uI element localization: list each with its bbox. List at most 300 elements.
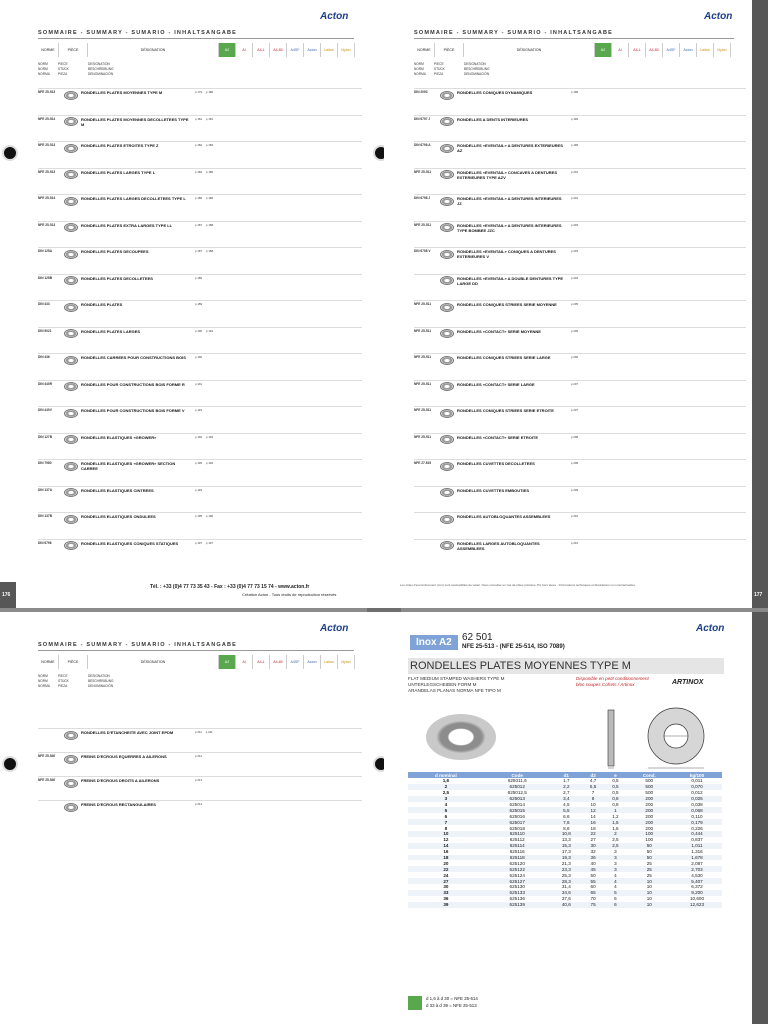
brand-logo: Acton <box>320 11 349 22</box>
designation-sub: DESIGNATION BESCHREIBUNG DENOMINACIÓN <box>464 62 490 76</box>
row-divider <box>414 194 746 195</box>
col-designation: DÉSIGNATION <box>88 43 219 57</box>
row-divider <box>414 433 746 434</box>
washer-icon <box>61 143 81 153</box>
list-item[interactable] <box>38 461 213 471</box>
item-norm: DIN 6798 J <box>414 196 431 200</box>
product-page-62501 <box>384 612 768 1024</box>
table-cell: 25 <box>646 872 652 878</box>
item-page-ref[interactable]: p 203 <box>571 222 578 227</box>
table-cell: 28,3 <box>551 878 582 884</box>
item-norm: NFE 27-619 <box>414 461 432 465</box>
item-title: RONDELLES LARGES AUTOBLOQUANTES ASSEMBLEES <box>457 540 540 551</box>
column-header <box>414 43 731 57</box>
item-page-ref[interactable]: p 180 <box>206 90 213 94</box>
item-designation <box>81 329 191 339</box>
item-designation <box>81 143 191 153</box>
col-acton: Acton <box>304 43 321 57</box>
list-item[interactable] <box>414 276 582 286</box>
item-title: RONDELLES ELASTIQUES «GROWER» <box>81 434 157 440</box>
item-page-ref[interactable]: p 186 <box>206 196 213 200</box>
item-norm: NFE 25-511 <box>414 328 432 333</box>
item-designation <box>457 90 567 100</box>
item-page-ref[interactable]: p 211 <box>205 730 213 734</box>
piece-sub: PIECE STÜCK PIEZA <box>58 674 69 688</box>
table-cell: 3 <box>614 860 617 866</box>
washer-icon <box>437 541 457 551</box>
item-page-ref[interactable]: p 189 <box>195 302 202 306</box>
list-item[interactable] <box>38 143 213 153</box>
item-designation <box>81 408 191 418</box>
item-page-ref[interactable]: p 198 <box>571 90 578 94</box>
list-item[interactable] <box>38 90 213 100</box>
table-cell: 16 <box>582 819 604 825</box>
col-a4sf: A4SF <box>287 43 304 57</box>
item-designation <box>457 196 567 206</box>
item-title: FREINS D'ECROUS EQUERRES A AILERONS <box>81 754 167 759</box>
table-cell: 500 <box>645 790 654 796</box>
col-a4l: A4-L <box>253 43 270 57</box>
item-page-ref[interactable]: p 193 <box>206 434 213 439</box>
item-title: FREINS D'ECROUS RECTANGULAIRES <box>81 802 156 807</box>
item-title: RONDELLES ELASTIQUES «GROWER» SECTION CARREE <box>81 461 176 471</box>
item-page-ref[interactable]: p 201 <box>571 196 578 200</box>
item-norm: NFE 25-511 <box>414 169 432 174</box>
row-divider <box>38 168 362 169</box>
washer-icon <box>61 435 81 445</box>
table-cell: 0,8 <box>604 796 626 802</box>
row-divider <box>414 459 746 460</box>
table-cell: 625118 <box>484 855 551 861</box>
item-page-ref[interactable]: p 207 <box>571 408 578 412</box>
item-page-ref[interactable]: p 199 <box>571 143 578 147</box>
table-cell: 1,316 <box>691 849 703 855</box>
item-page-ref[interactable]: p 196 <box>206 514 213 518</box>
table-row <box>408 902 722 908</box>
washer-icon <box>61 461 81 471</box>
material-tag: Inox A2 <box>410 635 458 650</box>
item-page-ref[interactable]: p 212 <box>195 754 202 758</box>
list-item[interactable] <box>414 329 582 339</box>
col-a480: A4-80 <box>646 43 663 57</box>
item-title: FREINS D'ECROUS DROITS A AILERONS <box>81 778 160 783</box>
item-page-ref[interactable]: p 190 <box>195 328 202 333</box>
item-page-ref[interactable]: p 188 <box>206 249 213 253</box>
col-piece: PIÈCE <box>59 655 88 669</box>
table-cell: 0,8 <box>612 802 619 807</box>
table-cell: 0,038 <box>691 802 703 807</box>
table-cell: 6 <box>604 902 626 908</box>
table-cell: 5 <box>604 890 626 896</box>
item-page-ref[interactable]: p 195 <box>195 514 202 518</box>
table-cell: 3 <box>604 866 626 872</box>
table-cell: 625017 <box>484 819 551 825</box>
item-title: RONDELLES PLATES LARGES <box>81 328 141 334</box>
list-item[interactable] <box>38 302 206 312</box>
table-cell: 0,179 <box>672 819 722 825</box>
item-designation <box>457 541 567 551</box>
washer-icon <box>437 117 457 127</box>
table-cell: 55 <box>582 878 604 884</box>
table-cell: 200 <box>627 796 672 802</box>
table-cell: 4 <box>614 884 617 890</box>
list-item[interactable] <box>38 223 213 233</box>
item-page-ref[interactable]: p 188 <box>206 222 213 227</box>
washer-icon <box>437 488 457 498</box>
item-page-ref[interactable]: p 185 <box>206 169 213 174</box>
table-cell: 625127 <box>484 878 551 884</box>
product-title: RONDELLES PLATES MOYENNES TYPE M <box>408 658 724 674</box>
item-page-ref[interactable]: p 211 <box>195 730 202 734</box>
list-item[interactable] <box>414 117 582 127</box>
item-designation <box>81 90 191 100</box>
list-item[interactable] <box>414 196 582 206</box>
table-cell: 27 <box>408 878 484 884</box>
col-norme: NORME <box>38 43 59 57</box>
col-inox-a2: A2 <box>219 43 236 57</box>
row-divider <box>414 115 746 116</box>
item-designation <box>81 249 191 259</box>
col-laiton: Laiton <box>321 43 338 57</box>
table-cell: 3 <box>408 796 484 802</box>
item-page-ref[interactable]: p 197 <box>206 540 213 545</box>
washer-icon <box>437 302 457 312</box>
list-item[interactable] <box>414 408 582 418</box>
item-page-ref[interactable]: p 189 <box>195 275 202 280</box>
item-page-ref[interactable]: p 204 <box>571 275 578 280</box>
table-cell: 25 <box>627 866 672 872</box>
technical-drawing <box>606 704 720 772</box>
washer-icon <box>61 329 81 339</box>
item-page-ref[interactable]: p 201 <box>571 169 578 174</box>
col-acton: Acton <box>680 43 697 57</box>
col-nylon: Nylon <box>338 43 355 57</box>
table-cell: 625018 <box>509 825 525 831</box>
list-item[interactable] <box>38 754 206 764</box>
table-cell: 625136 <box>509 896 525 902</box>
table-cell: 625116 <box>509 849 525 855</box>
row-divider <box>414 168 746 169</box>
table-cell: 12 <box>582 807 604 813</box>
row-divider <box>414 88 746 89</box>
item-title: RONDELLES «CONTACT» SERIE LARGE <box>457 381 535 387</box>
table-cell: 2,703 <box>672 866 722 872</box>
piece-sub: PIECE STÜCK PIEZA <box>58 62 69 76</box>
col-a4l: A4-L <box>253 655 270 669</box>
item-title: RONDELLES D'ETANCHEITE AVEC JOINT EPDM <box>81 730 174 735</box>
item-norm: DIN 137B <box>38 514 52 518</box>
item-title: RONDELLES «EVENTAIL» CONCAVES A DENTURES EXTERIEURES TYPE AZV <box>457 169 558 180</box>
list-item[interactable] <box>414 461 582 471</box>
table-cell: 20 <box>443 860 449 866</box>
washer-icon <box>61 249 81 259</box>
item-title: RONDELLES PLATES ETROITES TYPE Z <box>81 143 159 148</box>
item-page-ref[interactable]: p 209 <box>571 487 578 492</box>
column-header: kg/100 <box>672 772 722 778</box>
item-title: RONDELLES CUVETTES EMBOUTIES <box>457 487 530 493</box>
table-cell: 625016 <box>509 813 525 819</box>
piece-sub: PIECE STÜCK PIEZA <box>434 62 445 76</box>
list-item[interactable] <box>414 90 582 100</box>
list-item[interactable] <box>414 249 582 259</box>
list-item[interactable] <box>414 170 582 180</box>
list-item[interactable] <box>414 514 582 524</box>
list-item[interactable] <box>414 382 582 392</box>
brand-logo: Acton <box>704 11 733 22</box>
item-designation <box>81 196 191 206</box>
table-cell: 625114 <box>484 843 551 849</box>
item-norm: DIN 6798 A <box>414 143 431 147</box>
item-designation <box>457 382 567 392</box>
table-cell: 37,6 <box>561 896 571 902</box>
item-title: RONDELLES «EVENTAIL» A DENTURES EXTERIEURES AZ <box>457 143 563 153</box>
list-item[interactable] <box>38 408 206 418</box>
item-page-ref[interactable]: p 187 <box>195 222 202 227</box>
list-item[interactable] <box>38 778 206 788</box>
item-page-ref[interactable]: p 197 <box>195 540 202 545</box>
list-item[interactable] <box>38 329 213 339</box>
item-page-ref[interactable]: p 205 <box>571 328 578 333</box>
table-cell: 34,6 <box>551 890 582 896</box>
item-page-ref[interactable]: p 191 <box>195 408 202 412</box>
item-page-ref[interactable]: p 183 <box>206 143 213 147</box>
table-cell: 1,011 <box>672 843 722 849</box>
col-a480: A4-80 <box>270 655 287 669</box>
copyright: Création Acton - Tous droits de reproduction réservés <box>242 592 337 597</box>
table-cell: 6,6 <box>563 813 570 819</box>
table-cell: 200 <box>627 807 672 813</box>
list-item[interactable] <box>38 249 213 259</box>
item-page-ref[interactable]: p 194 <box>206 461 213 465</box>
table-cell: 0,444 <box>672 831 722 837</box>
table-cell: 0,070 <box>672 784 722 790</box>
table-cell: 10,8 <box>551 831 582 837</box>
list-item[interactable] <box>414 541 582 551</box>
divider <box>38 650 354 651</box>
col-a4sf: A4SF <box>663 43 680 57</box>
item-norm <box>414 488 437 498</box>
contact-footer: Tél. : +33 (0)4 77 73 35 43 - Fax : +33 (0)4 77 73 15 74 - www.acton.fr <box>150 584 310 590</box>
item-title: RONDELLES PLATES EXTRA LARGES TYPE LL <box>81 222 173 228</box>
washer-icon <box>437 461 457 471</box>
washer-icon <box>437 329 457 339</box>
row-divider <box>414 353 746 354</box>
table-cell: 17,3 <box>561 849 571 855</box>
list-item[interactable] <box>38 541 213 551</box>
table-cell: 4,7 <box>589 778 597 784</box>
table-cell: 4,530 <box>691 872 703 878</box>
item-designation <box>81 778 191 788</box>
col-al: Al <box>612 43 629 57</box>
washer-photo <box>408 704 512 772</box>
washer-icon <box>61 514 81 524</box>
item-norm: NFE 25-511 <box>414 408 432 412</box>
table-cell: 18 <box>408 855 484 861</box>
washer-icon <box>437 382 457 392</box>
item-designation <box>457 355 567 365</box>
table-cell: 50 <box>627 855 672 861</box>
item-page-ref[interactable]: p 192 <box>195 434 202 439</box>
table-cell: 1,6 <box>442 778 450 784</box>
item-page-ref[interactable]: p 205 <box>571 302 578 306</box>
table-cell: 32 <box>590 849 596 855</box>
row-divider <box>38 539 362 540</box>
item-title: RONDELLES POUR CONSTRUCTIONS BOIS FORME V <box>81 408 185 413</box>
item-norm: NFE 25-540 <box>38 778 56 782</box>
page-176 <box>0 0 384 608</box>
list-item[interactable] <box>38 488 206 498</box>
table-cell: 65 <box>582 890 604 896</box>
washer-icon <box>437 196 457 206</box>
norme-sub: NORM NORM NORMA <box>414 62 426 76</box>
item-page-ref[interactable]: p 190 <box>195 355 202 359</box>
item-page-ref[interactable]: p 210 <box>571 540 578 545</box>
list-item[interactable] <box>414 223 582 233</box>
item-designation <box>457 514 567 524</box>
table-cell: 3 <box>604 855 626 861</box>
item-page-ref[interactable]: p 179 <box>195 90 202 94</box>
row-divider <box>38 353 362 354</box>
page-178-summary <box>0 612 384 1024</box>
item-norm: NFE 25-511 <box>414 302 432 306</box>
row-divider <box>38 728 362 729</box>
item-norm: DIN 6797 J <box>414 116 431 121</box>
table-cell: 625012,5 <box>507 790 527 796</box>
item-page-ref[interactable]: p 206 <box>571 355 578 359</box>
table-cell: 500 <box>627 784 672 790</box>
table-cell: 625014 <box>509 802 525 807</box>
row-divider <box>414 141 746 142</box>
table-cell: 1,678 <box>672 855 722 861</box>
item-title: RONDELLES PLATES MOYENNES TYPE M <box>81 90 163 95</box>
item-page-ref[interactable]: p 208 <box>571 434 578 439</box>
item-page-ref[interactable]: p 186 <box>195 196 202 200</box>
list-item[interactable] <box>38 170 213 180</box>
col-nylon: Nylon <box>714 43 731 57</box>
item-norm: NFE 25-511 <box>414 381 432 386</box>
list-item[interactable] <box>38 435 213 445</box>
item-designation <box>457 276 567 286</box>
item-page-ref[interactable]: p 187 <box>195 249 202 253</box>
title-en: FLAT MEDIUM STAMPED WASHERS TYPE M <box>408 676 505 681</box>
item-page-ref[interactable]: p 191 <box>195 381 202 386</box>
item-page-ref[interactable]: p 203 <box>571 249 578 253</box>
item-page-ref[interactable]: p 191 <box>206 328 213 333</box>
item-page-ref[interactable]: p 208 <box>571 461 578 465</box>
norm-line: NFE 25-513 - (NFE 25-514, ISO 7089) <box>462 644 565 650</box>
washer-icon <box>61 754 81 764</box>
item-page-ref[interactable]: p 195 <box>195 461 202 465</box>
row-divider <box>414 247 746 248</box>
list-item[interactable] <box>38 355 206 365</box>
list-item[interactable] <box>38 514 213 524</box>
designation-sub: DESIGNATION BESCHREIBUNG DENOMINACIÓN <box>88 62 114 76</box>
item-title: RONDELLES PLATES <box>81 302 123 307</box>
item-page-ref[interactable]: p 181 <box>195 116 202 121</box>
table-cell: 25 <box>646 860 652 866</box>
item-designation <box>457 143 567 153</box>
table-cell: 18 <box>590 825 596 831</box>
list-item[interactable] <box>414 435 582 445</box>
list-item[interactable] <box>38 382 206 392</box>
column-header <box>38 655 355 669</box>
table-cell: 27 <box>590 837 596 843</box>
title-de: UNTERLEGSCHEIBEN FORM M <box>408 682 477 687</box>
item-designation <box>81 461 191 471</box>
list-item[interactable] <box>414 143 582 153</box>
item-designation <box>457 435 567 445</box>
brand-logo: Acton <box>696 623 725 634</box>
item-page-ref[interactable]: p 182 <box>195 143 202 147</box>
item-page-ref[interactable]: p 207 <box>571 381 578 386</box>
item-norm: DIN 127B <box>38 434 52 439</box>
table-cell: 7,6 <box>551 819 582 825</box>
table-cell: 5 <box>614 896 617 902</box>
table-cell: 30 <box>582 843 604 849</box>
table-cell: 200 <box>645 813 654 819</box>
washer-icon <box>437 90 457 100</box>
item-title: RONDELLES ELASTIQUES ONDULEES <box>81 514 156 519</box>
table-cell: 200 <box>645 802 654 807</box>
table-cell: 500 <box>645 778 654 784</box>
item-title: RONDELLES POUR CONSTRUCTIONS BOIS FORME R <box>81 381 185 387</box>
row-divider <box>38 88 362 89</box>
item-norm: NFE 25-513 <box>38 143 56 147</box>
item-designation <box>457 461 567 471</box>
item-page-ref[interactable]: p 184 <box>195 169 202 174</box>
item-designation <box>81 276 191 286</box>
page-edge <box>752 612 768 1024</box>
column-header <box>38 43 355 57</box>
list-item[interactable] <box>38 730 213 740</box>
list-item[interactable] <box>38 802 206 812</box>
list-item[interactable] <box>414 488 582 498</box>
item-norm: NFE 25-511 <box>414 222 432 227</box>
list-item[interactable] <box>414 355 582 365</box>
row-divider <box>38 247 362 248</box>
list-item[interactable] <box>38 196 213 206</box>
item-designation <box>81 117 191 127</box>
table-cell: 39 <box>408 902 484 908</box>
table-cell: 0,837 <box>691 837 703 843</box>
column-header: d2 <box>582 772 604 778</box>
table-cell: 5 <box>408 807 484 813</box>
row-divider <box>38 512 362 513</box>
table-cell: 1,5 <box>604 819 626 825</box>
table-cell: 40 <box>590 860 596 866</box>
table-cell: 0,110 <box>691 813 703 819</box>
table-cell: 7 <box>591 790 595 796</box>
list-item[interactable] <box>414 302 582 312</box>
table-cell: 8 <box>582 796 604 802</box>
item-title: RONDELLES CONIQUES STRIEES SERIE MOYENNE <box>457 302 557 307</box>
item-page-ref[interactable]: p 214 <box>195 802 202 806</box>
table-cell: 1,2 <box>612 813 619 819</box>
item-page-ref[interactable]: p 181 <box>206 116 213 121</box>
artinox-logo: ARTINOX <box>672 679 704 686</box>
list-item[interactable] <box>38 276 206 286</box>
table-cell: 625124 <box>509 872 525 878</box>
row-divider <box>414 274 746 275</box>
item-page-ref[interactable]: p 210 <box>571 514 578 518</box>
item-title: RONDELLES A DENTS INTERIEURES <box>457 116 529 122</box>
table-cell: 22 <box>408 866 484 872</box>
item-page-ref[interactable]: p 213 <box>195 778 202 782</box>
list-item[interactable] <box>38 117 213 127</box>
item-title: RONDELLES CARREES POUR CONSTRUCTIONS BOIS <box>81 355 186 360</box>
item-page-ref[interactable]: p 194 <box>195 487 202 492</box>
item-page-ref[interactable]: p 199 <box>571 116 578 121</box>
